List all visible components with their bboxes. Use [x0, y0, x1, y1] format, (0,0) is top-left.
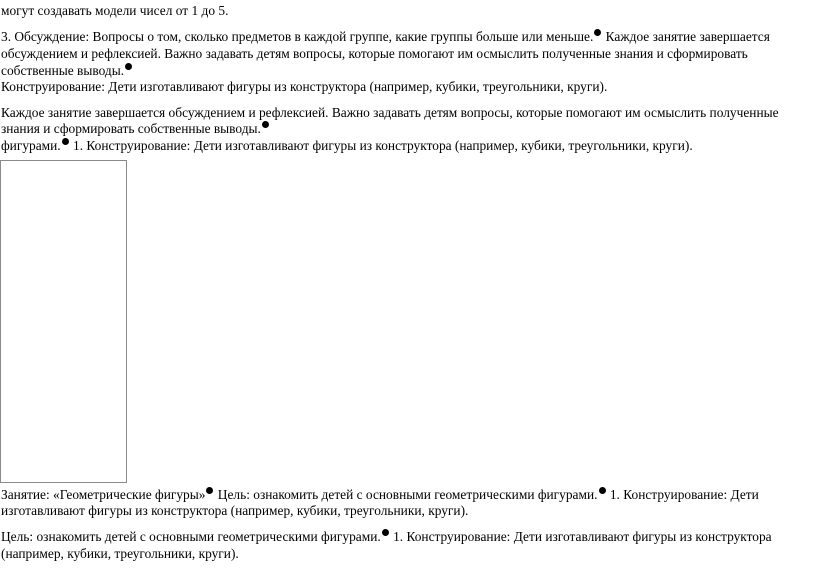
paragraph-1-line-4: Конструирование: Дети изготавливают фигуры из конструктора (например, кубики, треугольники, круги).	[1, 79, 608, 94]
bullet-icon	[206, 487, 213, 494]
paragraph-1-text-b: Каждое занятие завершается	[602, 29, 770, 44]
paragraph-2-line-3	[1, 137, 693, 154]
bullet-icon	[382, 529, 389, 536]
paragraph-2-text-a: знания и сформировать собственные выводы.	[1, 121, 261, 136]
bullet-icon	[594, 29, 601, 36]
paragraph-3-text-a: Занятие: «Геометрические фигуры»	[1, 487, 206, 502]
paragraph-2-text-b: фигурами.	[1, 138, 61, 153]
paragraph-4-text-b: 1. Конструирование: Дети изготавливают фигуры из конструктора	[389, 529, 772, 544]
paragraph-1-line-1	[1, 28, 770, 45]
bullet-icon	[599, 487, 606, 494]
paragraph-4-line-1	[1, 528, 772, 545]
paragraph-2-line-2	[1, 120, 270, 137]
bullet-icon	[125, 63, 132, 70]
bullet-icon	[62, 138, 69, 145]
paragraph-2-text-c: 1. Конструирование: Дети изготавливают фигуры из конструктора (например, кубики, треугольники, круги).	[69, 138, 693, 153]
paragraph-4-text-a: Цель: ознакомить детей с основными геометрическими фигурами.	[1, 529, 381, 544]
paragraph-4-line-2: (например, кубики, треугольники, круги).	[1, 546, 239, 561]
paragraph-2-line-1: Каждое занятие завершается обсуждением и рефлексией. Важно задавать детям вопросы, которые помогают им осмыслить полученные	[1, 105, 779, 120]
paragraph-3-text-b: Цель: ознакомить детей с основными геометрическими фигурами.	[214, 487, 598, 502]
paragraph-3-line-2: изготавливают фигуры из конструктора (например, кубики, треугольники, круги).	[1, 503, 469, 518]
paragraph-3-line-1	[1, 486, 759, 503]
paragraph-3-text-c: 1. Конструирование: Дети	[606, 487, 759, 502]
image-placeholder	[0, 160, 127, 483]
paragraph-0-line-1: могут создавать модели чисел от 1 до 5.	[1, 3, 229, 18]
paragraph-1-text-a: 3. Обсуждение: Вопросы о том, сколько предметов в каждой группе, какие группы больше или меньше.	[1, 29, 594, 44]
bullet-icon	[262, 121, 269, 128]
paragraph-1-line-2: обсуждением и рефлексией. Важно задавать детям вопросы, которые помогают им осмыслить полученные знания и сформировать	[1, 46, 748, 61]
paragraph-1-text-c: собственные выводы.	[1, 63, 125, 78]
paragraph-1-line-3	[1, 62, 133, 79]
